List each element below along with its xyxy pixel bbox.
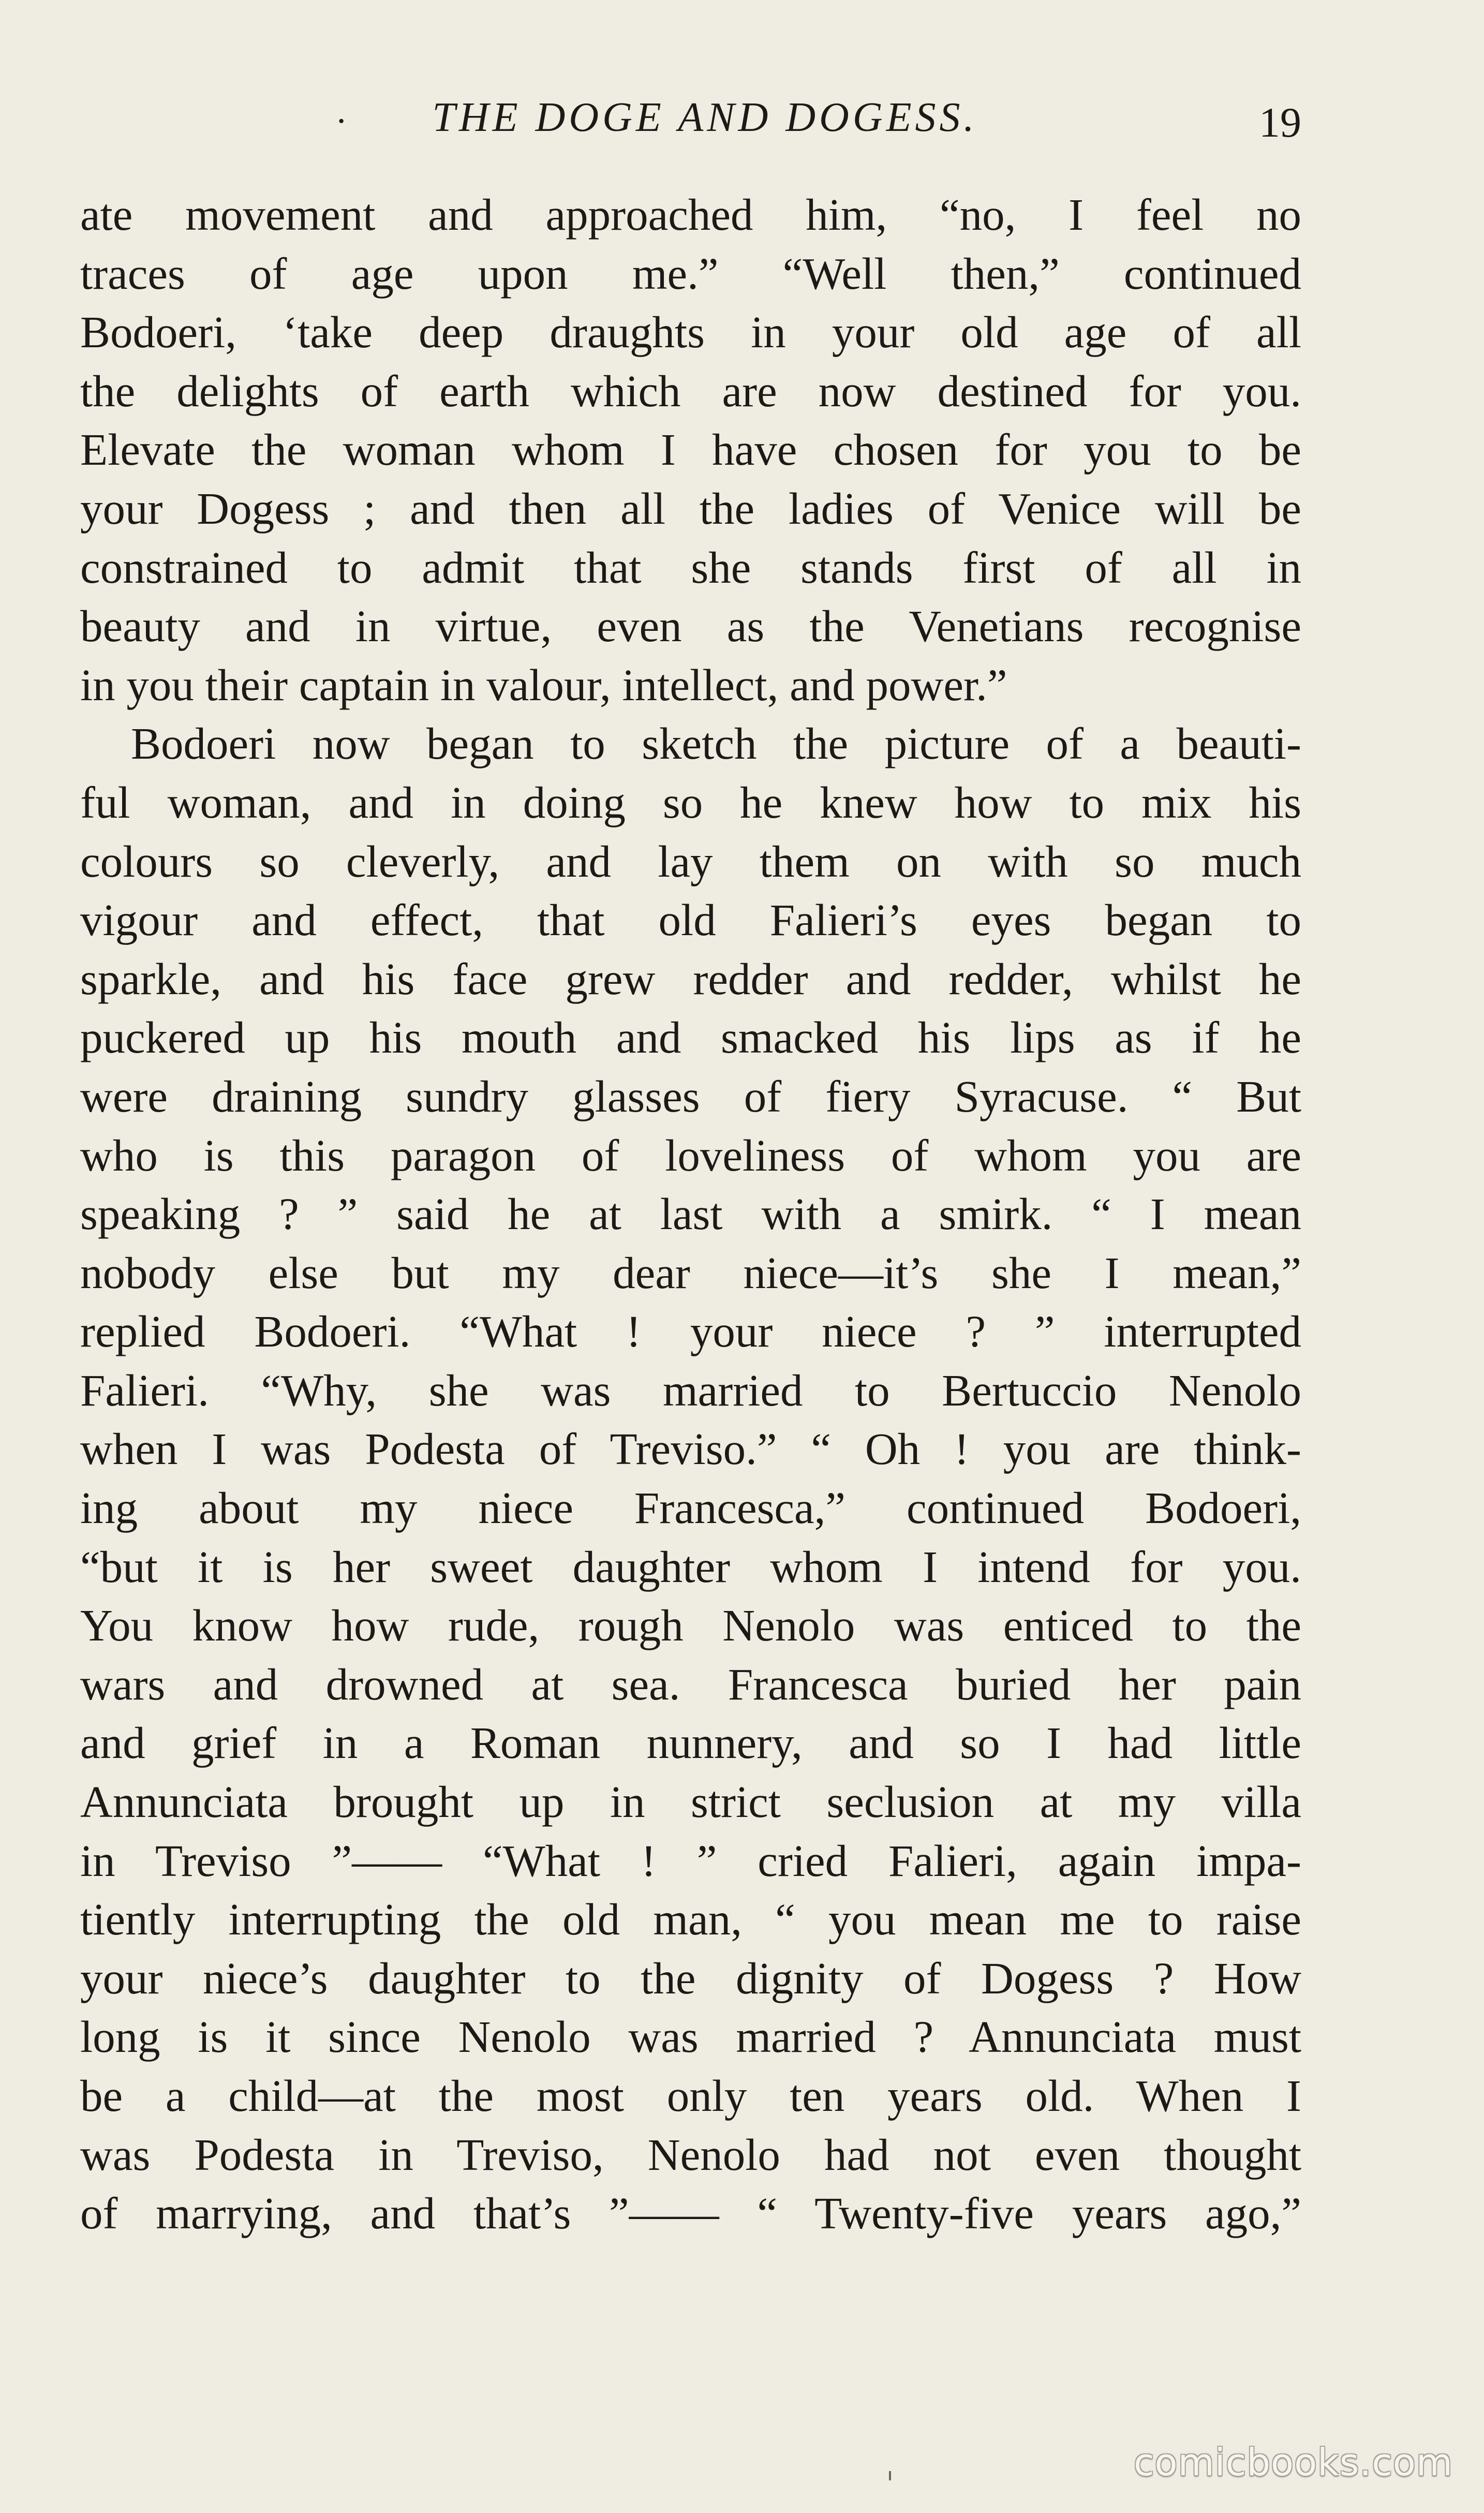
text-line: replied Bodoeri. “What ! your niece ? ” interrupted <box>80 1306 1301 1357</box>
text-line: ful woman, and in doing so he knew how to mix his <box>80 777 1301 827</box>
text-line: Elevate the woman whom I have chosen for you to be <box>80 424 1301 475</box>
text-line: of marrying, and that’s ”—— “ Twenty-five years ago,” <box>80 2188 1301 2239</box>
text-line: in Treviso ”—— “What ! ” cried Falieri, again impa- <box>80 1835 1301 1886</box>
running-head-title: THE DOGE AND DOGESS. <box>432 95 978 140</box>
text-line: in you their captain in valour, intellect, and power.” <box>80 659 1007 710</box>
text-line: the delights of earth which are now destined for you. <box>80 365 1301 416</box>
text-line: wars and drowned at sea. Francesca buried her pain <box>80 1659 1301 1709</box>
text-line: tiently interrupting the old man, “ you mean me to raise <box>80 1894 1301 1945</box>
text-line: beauty and in virtue, even as the Venetians recognise <box>80 601 1301 652</box>
running-head <box>78 89 1301 151</box>
watermark: comicbooks.com <box>1133 2441 1453 2484</box>
text-line: long is it since Nenolo was married ? Annunciata must <box>80 2012 1301 2062</box>
text-line: constrained to admit that she stands first of all in <box>80 542 1301 593</box>
text-line: sparkle, and his face grew redder and redder, whilst he <box>80 953 1301 1004</box>
text-line: who is this paragon of loveliness of whom you are <box>80 1130 1301 1180</box>
text-line: your niece’s daughter to the dignity of Dogess ? How <box>80 1953 1301 2003</box>
text-line: when I was Podesta of Treviso.” “ Oh ! you are think- <box>80 1424 1301 1474</box>
text-line: Falieri. “Why, she was married to Bertuccio Nenolo <box>80 1365 1301 1415</box>
text-line: “but it is her sweet daughter whom I intend for you. <box>80 1541 1301 1592</box>
text-line: traces of age upon me.” “Well then,” continued <box>80 248 1301 299</box>
text-line: nobody else but my dear niece—it’s she I mean,” <box>80 1247 1301 1298</box>
text-line: speaking ? ” said he at last with a smirk. “ I mean <box>80 1189 1301 1239</box>
text-line: Bodoeri, ‘take deep draughts in your old age of all <box>80 307 1301 358</box>
text-line: ing about my niece Francesca,” continued Bodoeri, <box>80 1483 1301 1533</box>
running-head-mark: · <box>335 101 348 141</box>
text-line: your Dogess ; and then all the ladies of Venice will be <box>80 483 1301 534</box>
text-line: be a child—at the most only ten years old. When I <box>80 2071 1301 2121</box>
text-line: Annunciata brought up in strict seclusion at my villa <box>80 1777 1301 1827</box>
body-text <box>80 185 1301 2243</box>
ink-speck <box>889 2471 891 2480</box>
text-line: vigour and effect, that old Falieri’s eyes began to <box>80 895 1301 945</box>
text-line: You know how rude, rough Nenolo was enticed to the <box>80 1600 1301 1651</box>
text-line: ate movement and approached him, “no, I feel no <box>80 189 1301 240</box>
paragraph-start-line: Bodoeri now began to sketch the picture of a beauti- <box>131 718 1301 769</box>
text-line: was Podesta in Treviso, Nenolo had not even thought <box>80 2129 1301 2180</box>
text-line: puckered up his mouth and smacked his lips as if he <box>80 1012 1301 1063</box>
text-line: and grief in a Roman nunnery, and so I had little <box>80 1718 1301 1768</box>
text-line: colours so cleverly, and lay them on with so much <box>80 836 1301 886</box>
page-number: 19 <box>1259 99 1301 146</box>
text-line: were draining sundry glasses of fiery Syracuse. “ But <box>80 1071 1301 1121</box>
